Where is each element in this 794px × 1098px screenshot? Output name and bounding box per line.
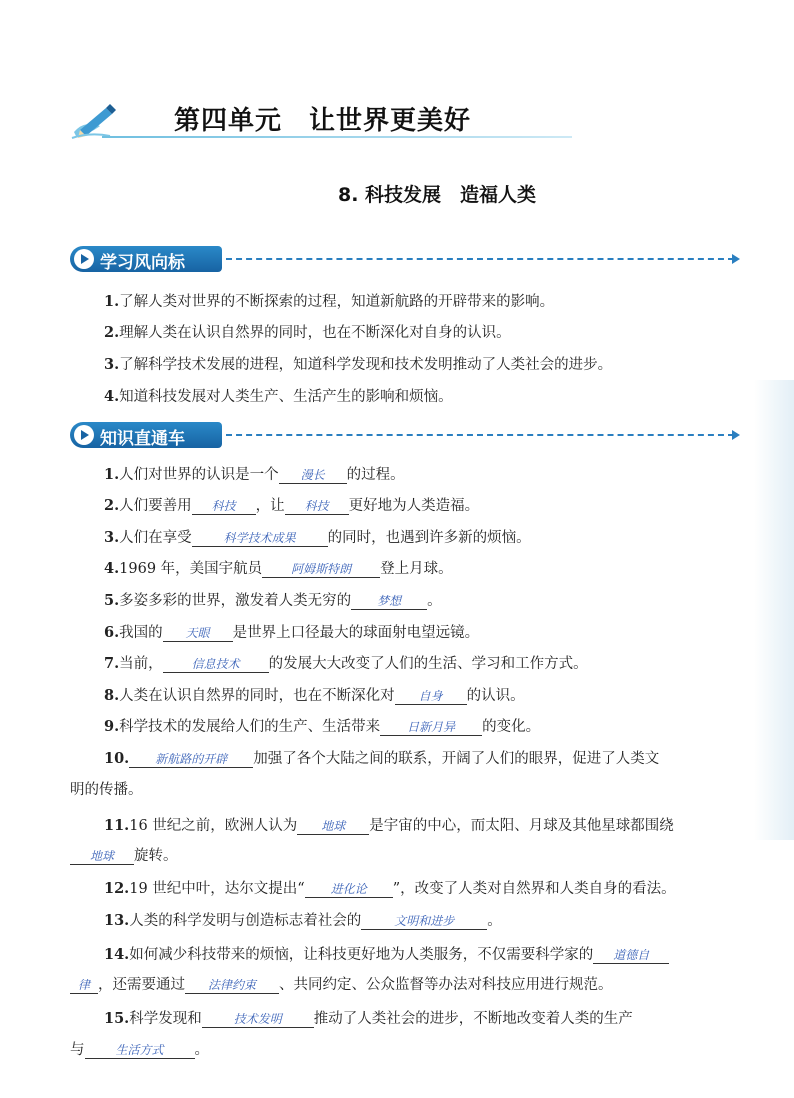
page-edge-shadow [754, 380, 794, 840]
knowledge-label: 知识直通车 [100, 429, 185, 449]
fill-item-continued: 明的传播。 [70, 782, 143, 798]
arrow-right-icon [732, 430, 740, 440]
fill-item: 10. 新航路的开辟 加强了各个大陆之间的联系，开阔了人们的眼界，促进了人类文 [104, 750, 660, 767]
answer-blank[interactable]: 梦想 [351, 593, 427, 610]
answer-blank[interactable]: 地球 [70, 848, 134, 865]
answer-blank[interactable]: 法律约束 [185, 977, 279, 994]
fill-item: 14.如何减少科技带来的烦恼，让科技更好地为人类服务，不仅需要科学家的 道德自 [104, 939, 744, 971]
answer-blank[interactable]: 文明和进步 [361, 913, 487, 930]
answer-blank[interactable]: 地球 [297, 818, 369, 835]
answer-blank[interactable]: 日新月异 [380, 719, 482, 736]
answer-blank[interactable]: 科学技术成果 [192, 530, 328, 547]
banner-pill [70, 422, 222, 448]
fill-item: 6.我国的 天眼 是世界上口径最大的球面射电望远镜。 [104, 624, 480, 641]
answer-blank[interactable]: 天眼 [163, 625, 233, 642]
answer-blank[interactable]: 信息技术 [163, 656, 269, 673]
fill-item-continued: 与 生活方式 。 [70, 1042, 209, 1058]
answer-blank[interactable]: 生活方式 [85, 1042, 195, 1059]
arrow-right-icon [732, 254, 740, 264]
knowledge-banner [70, 422, 740, 448]
answer-blank[interactable]: 阿姆斯特朗 [262, 561, 380, 578]
answer-blank[interactable]: 自身 [395, 688, 467, 705]
fill-item: 12.19 世纪中叶，达尔文提出“ 进化论 ”，改变了人类对自然界和人类自身的看法。 [104, 880, 676, 897]
unit-header [62, 98, 542, 148]
objective-item: 4.知道科技发展对人类生产、生活产生的影响和烦恼。 [104, 388, 453, 405]
answer-blank[interactable]: 科技 [285, 498, 349, 515]
play-icon [74, 249, 94, 269]
answer-blank[interactable]: 技术发明 [202, 1011, 314, 1028]
fill-item: 9.科学技术的发展给人们的生产、生活带来 日新月异 的变化。 [104, 718, 541, 735]
answer-blank[interactable]: 进化论 [305, 881, 393, 898]
objective-item: 1.了解人类对世界的不断探索的过程，知道新航路的开辟带来的影响。 [104, 293, 555, 310]
play-icon [74, 425, 94, 445]
fill-item: 3.人们在享受 科学技术成果 的同时，也遇到许多新的烦恼。 [104, 529, 531, 546]
objectives-banner [70, 246, 740, 272]
unit-title: 第四单元 让世界更美好 [174, 106, 472, 136]
banner-dash-line [226, 258, 734, 260]
answer-blank[interactable]: 律 [70, 977, 98, 994]
fill-item-continued: 律 ，还需要通过 法律约束 、共同约定、公众监督等办法对科技应用进行规范。 [70, 970, 710, 1001]
banner-dash-line [226, 434, 734, 436]
fill-item: 4.1969 年，美国宇航员 阿姆斯特朗 登上月球。 [104, 560, 453, 577]
fill-item: 5.多姿多彩的世界，激发着人类无穷的 梦想 。 [104, 592, 442, 609]
answer-blank[interactable]: 道德自 [593, 947, 669, 964]
answer-blank[interactable]: 新航路的开辟 [129, 751, 253, 768]
objective-item: 2.理解人类在认识自然界的同时，也在不断深化对自身的认识。 [104, 324, 511, 341]
fill-item: 7.当前， 信息技术 的发展大大改变了人们的生活、学习和工作方式。 [104, 655, 588, 672]
objective-item: 3.了解科学技术发展的进程，知道科学发现和技术发明推动了人类社会的进步。 [104, 356, 613, 373]
fill-item: 8.人类在认识自然界的同时，也在不断深化对 自身 的认识。 [104, 687, 525, 704]
objectives-label: 学习风向标 [100, 253, 185, 273]
lesson-title: 8. 科技发展 造福人类 [337, 184, 537, 206]
fill-item: 15.科学发现和 技术发明 推动了人类社会的进步，不断地改变着人类的生产 [104, 1010, 633, 1027]
answer-blank[interactable]: 科技 [192, 498, 256, 515]
fill-item: 11.16 世纪之前，欧洲人认为 地球 是宇宙的中心，而太阳、月球及其他星球都围绕 [104, 817, 674, 834]
fill-item-continued: 地球 旋转。 [70, 841, 710, 872]
banner-pill [70, 246, 222, 272]
fill-item: 2.人们要善用 科技 ，让 科技 更好地为人类造福。 [104, 497, 480, 514]
fill-item: 13.人类的科学发明与创造标志着社会的 文明和进步 。 [104, 912, 502, 929]
answer-blank[interactable]: 漫长 [279, 467, 347, 484]
fill-item: 1.人们对世界的认识是一个 漫长 的过程。 [104, 466, 405, 483]
